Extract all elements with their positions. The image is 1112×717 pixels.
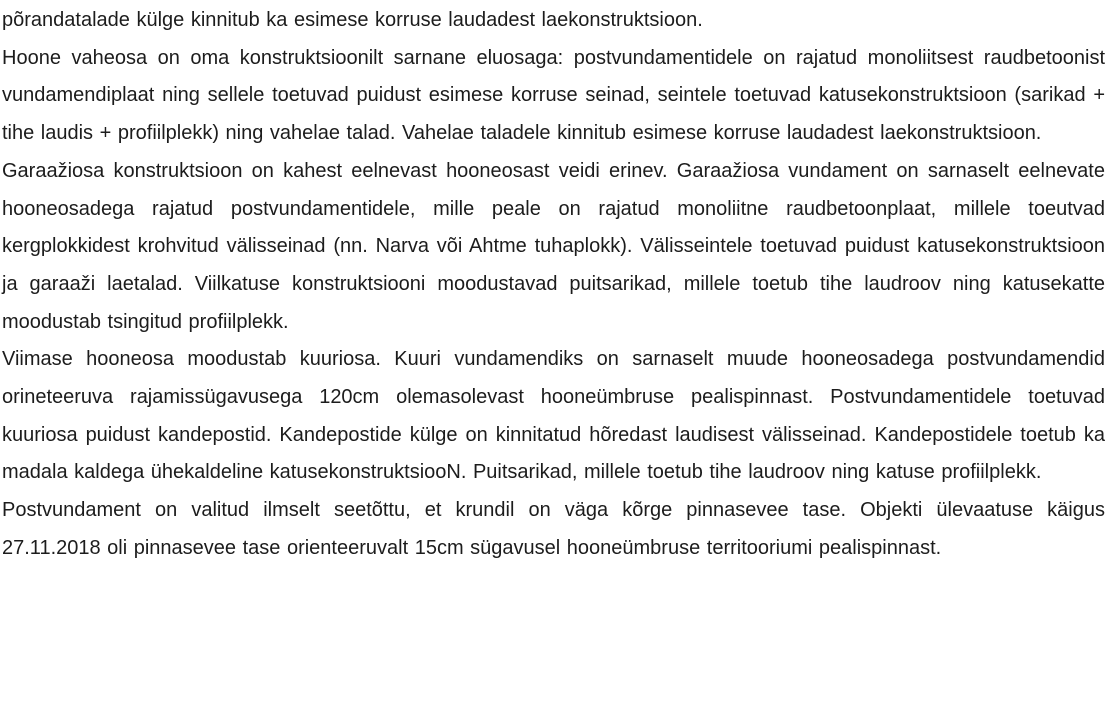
paragraph-middle-section: Hoone vaheosa on oma konstruktsioonilt sarnane eluosaga: postvundamentidele on rajatud monoliitsest raudbetoonist vundamendiplaat ning sellele toetuvad puidust esimese korruse seinad, seintele toetuvad katusekonstruktsioon (sarikad + tihe laudis + profiilplekk) ning vahelae talad. Vahelae taladele kinnitub esimese korruse laudadest laekonstruktsioon. — [2, 46, 1105, 145]
paragraph-shed-section: Viimase hooneosa moodustab kuuriosa. Kuuri vundamendiks on sarnaselt muude hooneosadega postvundamendid orineteeruva rajamissügavusega 120cm olemasolevast hooneümbruse pealispinnast. Postvundamentidele toetuvad kuuriosa puidust kandepostid. Kandepostide külge on kinnitatud hõredast laudisest välisseinad. Kandepostidele toetub ka madala kaldega ühekaldeline katusekonstruktsiooN. Puitsarikad, millele toetub tihe laudroov ning katuse profiilplekk. — [2, 348, 1105, 484]
paragraph-floor-beams: põrandatalade külge kinnitub ka esimese korruse laudadest laekonstruktsioon. — [2, 9, 703, 31]
paragraph-garage-section: Garaažiosa konstruktsioon on kahest eelnevast hooneosast veidi erinev. Garaažiosa vundament on sarnaselt eelnevate hooneosadega rajatud postvundamentidele, mille peale on rajatud monoliitne raudbetoonplaat, millele toeutvad kergplokkidest krohvitud välisseinad (nn. Narva või Ahtme tuhaplokk). Välisseintele toetuvad puidust katusekonstruktsioon ja garaaži laetalad. Viilkatuse konstruktsiooni moodustavad puitsarikad, millele toetub tihe laudroov ning katusekatte moodustab tsingitud profiilplekk. — [2, 159, 1105, 333]
paragraph-groundwater: Postvundament on valitud ilmselt seetõttu, et krundil on väga kõrge pinnasevee tase. Objekti ülevaatuse käigus 27.11.2018 oli pinnasevee tase orienteeruvalt 15cm sügavusel hooneümbruse territooriumi pealispinnast. — [2, 499, 1105, 559]
